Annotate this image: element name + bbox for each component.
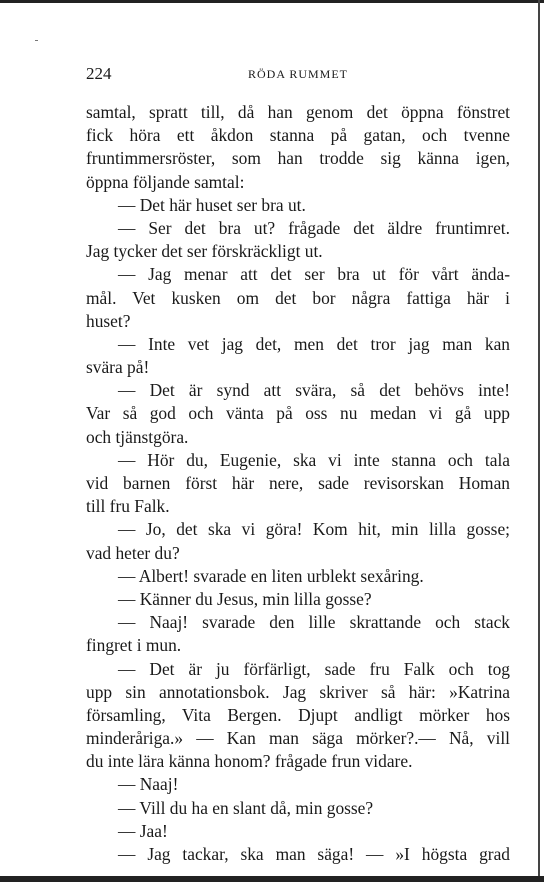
text-line: Jag tycker det ser förskräckligt ut. [86, 241, 323, 262]
text-line: — Det är synd att svära, så det behövs inte! [118, 380, 510, 401]
text-line: — Ser det bra ut? frågade det äldre fruntimret. [118, 217, 510, 238]
text-line: — Naaj! [118, 774, 179, 795]
text-line: — Naaj! svarade den lille skrattande och stack [118, 612, 510, 633]
text-line: — Vill du ha en slant då, min gosse? [118, 797, 374, 818]
text-line: mål. Vet kusken om det bor några fattiga här i [86, 287, 510, 308]
scan-fleck [35, 40, 38, 41]
running-title: RÖDA RUMMET [247, 67, 348, 81]
page-number: 224 [86, 64, 112, 83]
text-line: till fru Falk. [86, 496, 170, 517]
text-line: vad heter du? [86, 542, 180, 563]
text-line: — Inte vet jag det, men det tror jag man kan [118, 333, 510, 354]
text-line: upp sin annotationsbok. Jag skriver så här: »Katrina [86, 681, 510, 702]
text-line: — Albert! svarade en liten urblekt sexåring. [118, 565, 424, 586]
text-line: fruntimmersröster, som han trodde sig känna igen, [86, 148, 510, 169]
text-line: du inte lära känna honom? frågade frun vidare. [86, 751, 413, 772]
text-line: — Jaa! [118, 820, 168, 841]
text-line: — Jag tackar, ska man säga! — »I högsta grad [118, 844, 510, 864]
text-line: öppna följande samtal: [86, 171, 245, 192]
text-line: svära på! [86, 357, 150, 378]
text-line: vid barnen först här nere, sade revisorskan Homan [86, 473, 510, 493]
text-line: Var så god och vänta på oss nu medan vi gå upp [86, 403, 510, 424]
scan-edge-bottom [0, 876, 544, 882]
text-line: minderåriga.» — Kan man säga mörker?.— Nå, vill [86, 728, 510, 749]
text-line: — Det här huset ser bra ut. [118, 194, 306, 215]
text-line: — Hör du, Eugenie, ska vi inte stanna och tala [118, 449, 510, 470]
text-line: samtal, spratt till, då han genom det öppna fönstret [86, 102, 510, 122]
text-line: huset? [86, 310, 131, 331]
text-line: — Känner du Jesus, min lilla gosse? [118, 588, 372, 609]
scan-edge-top [0, 0, 544, 3]
text-line: — Det är ju förfärligt, sade fru Falk och tog [118, 658, 510, 679]
scan-edge-right [538, 0, 540, 882]
text-line: — Jo, det ska vi göra! Kom hit, min lilla gosse; [118, 519, 510, 540]
text-line: fick höra ett åkdon stanna på gatan, och tvenne [86, 125, 510, 146]
text-line: — Jag menar att det ser bra ut för vårt ända- [118, 264, 510, 285]
body-text [86, 101, 510, 866]
text-line: församling, Vita Bergen. Djupt andligt mörker hos [86, 704, 510, 725]
text-line: fingret i mun. [86, 635, 182, 656]
page-header [86, 64, 510, 86]
text-line: och tjänstgöra. [86, 426, 189, 447]
